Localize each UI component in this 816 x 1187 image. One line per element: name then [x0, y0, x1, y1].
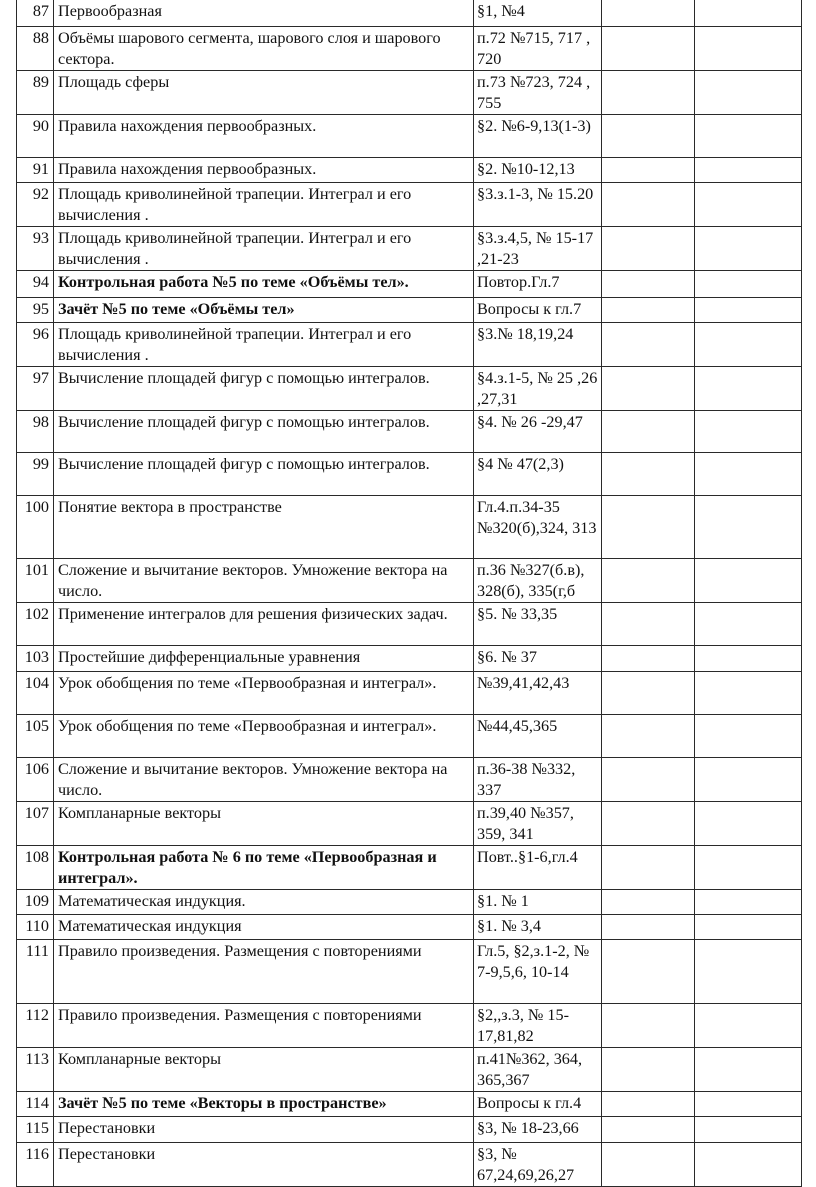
date-fact-cell — [695, 227, 802, 271]
lesson-plan-body — [17, 0, 802, 1187]
date-plan-cell — [602, 1143, 695, 1187]
lesson-number-cell: 96 — [17, 323, 54, 367]
date-plan-cell — [602, 1117, 695, 1143]
date-fact-cell — [695, 559, 802, 603]
lesson-topic-cell: Правило произведения. Размещения с повторениями — [54, 940, 474, 1004]
homework-cell: §4 № 47(2,3) — [474, 453, 602, 496]
date-fact-cell — [695, 646, 802, 672]
lesson-topic-cell: Вычисление площадей фигур с помощью интегралов. — [54, 453, 474, 496]
table-row — [17, 559, 802, 603]
lesson-topic-cell: Первообразная — [54, 0, 474, 27]
date-fact-cell — [695, 846, 802, 890]
homework-cell: §3.з.4,5, № 15-17 ,21-23 — [474, 227, 602, 271]
date-fact-cell — [695, 0, 802, 27]
homework-cell: §1. № 3,4 — [474, 915, 602, 940]
table-row — [17, 367, 802, 411]
table-row — [17, 940, 802, 1004]
table-row — [17, 158, 802, 183]
lesson-number-cell: 116 — [17, 1143, 54, 1187]
lesson-topic-cell: Площадь криволинейной трапеции. Интеграл и его вычисления . — [54, 323, 474, 367]
date-plan-cell — [602, 453, 695, 496]
homework-cell: Гл.5, §2,з.1-2, № 7-9,5,6, 10-14 — [474, 940, 602, 1004]
lesson-topic-cell: Простейшие дифференциальные уравнения — [54, 646, 474, 672]
date-plan-cell — [602, 71, 695, 115]
lesson-topic-cell: Понятие вектора в пространстве — [54, 496, 474, 559]
homework-cell: §2,,з.3, № 15-17,81,82 — [474, 1004, 602, 1048]
homework-cell: §1, №4 — [474, 0, 602, 27]
date-fact-cell — [695, 915, 802, 940]
homework-cell: п.36-38 №332, 337 — [474, 758, 602, 802]
date-plan-cell — [602, 496, 695, 559]
lesson-topic-cell: Объёмы шарового сегмента, шарового слоя и шарового сектора. — [54, 27, 474, 71]
date-plan-cell — [602, 298, 695, 323]
homework-cell: §6. № 37 — [474, 646, 602, 672]
table-row — [17, 227, 802, 271]
table-row — [17, 846, 802, 890]
homework-cell: §3.з.1-3, № 15.20 — [474, 183, 602, 227]
homework-cell: §2. №6-9,13(1-3) — [474, 115, 602, 158]
homework-cell: §4. № 26 -29,47 — [474, 411, 602, 453]
table-row — [17, 115, 802, 158]
lesson-number-cell: 104 — [17, 672, 54, 715]
lesson-number-cell: 101 — [17, 559, 54, 603]
homework-cell: п.36 №327(б.в), 328(б), 335(г,б — [474, 559, 602, 603]
table-row — [17, 715, 802, 758]
homework-cell: п.39,40 №357, 359, 341 — [474, 802, 602, 846]
lesson-topic-cell: Площадь криволинейной трапеции. Интеграл и его вычисления . — [54, 183, 474, 227]
lesson-topic-cell: Зачёт №5 по теме «Векторы в пространстве» — [54, 1092, 474, 1117]
date-fact-cell — [695, 1048, 802, 1092]
date-plan-cell — [602, 0, 695, 27]
date-fact-cell — [695, 27, 802, 71]
date-fact-cell — [695, 940, 802, 1004]
table-row — [17, 915, 802, 940]
homework-cell: п.41№362, 364, 365,367 — [474, 1048, 602, 1092]
table-row — [17, 1048, 802, 1092]
homework-cell: §4.з.1-5, № 25 ,26 ,27,31 — [474, 367, 602, 411]
lesson-number-cell: 105 — [17, 715, 54, 758]
date-fact-cell — [695, 71, 802, 115]
table-row — [17, 646, 802, 672]
date-fact-cell — [695, 672, 802, 715]
lesson-topic-cell: Контрольная работа №5 по теме «Объёмы тел». — [54, 271, 474, 298]
date-plan-cell — [602, 227, 695, 271]
lesson-topic-cell: Перестановки — [54, 1143, 474, 1187]
date-fact-cell — [695, 158, 802, 183]
date-plan-cell — [602, 603, 695, 646]
lesson-plan-table — [16, 0, 802, 1187]
homework-cell: §3, № 67,24,69,26,27 — [474, 1143, 602, 1187]
homework-cell: п.72 №715, 717 , 720 — [474, 27, 602, 71]
table-row — [17, 1143, 802, 1187]
lesson-number-cell: 87 — [17, 0, 54, 27]
lesson-number-cell: 103 — [17, 646, 54, 672]
lesson-number-cell: 107 — [17, 802, 54, 846]
table-row — [17, 71, 802, 115]
table-row — [17, 758, 802, 802]
date-fact-cell — [695, 1143, 802, 1187]
homework-cell: №44,45,365 — [474, 715, 602, 758]
homework-cell: №39,41,42,43 — [474, 672, 602, 715]
date-plan-cell — [602, 890, 695, 915]
lesson-topic-cell: Вычисление площадей фигур с помощью интегралов. — [54, 367, 474, 411]
date-fact-cell — [695, 271, 802, 298]
homework-cell: Повтор.Гл.7 — [474, 271, 602, 298]
lesson-number-cell: 94 — [17, 271, 54, 298]
lesson-number-cell: 98 — [17, 411, 54, 453]
lesson-topic-cell: Контрольная работа № 6 по теме «Первообразная и интеграл». — [54, 846, 474, 890]
homework-cell: Вопросы к гл.7 — [474, 298, 602, 323]
lesson-topic-cell: Правила нахождения первообразных. — [54, 158, 474, 183]
lesson-topic-cell: Сложение и вычитание векторов. Умножение вектора на число. — [54, 758, 474, 802]
date-plan-cell — [602, 1048, 695, 1092]
date-plan-cell — [602, 323, 695, 367]
homework-cell: Гл.4.п.34-35 №320(б),324, 313 — [474, 496, 602, 559]
homework-cell: Вопросы к гл.4 — [474, 1092, 602, 1117]
date-fact-cell — [695, 890, 802, 915]
lesson-number-cell: 91 — [17, 158, 54, 183]
lesson-number-cell: 100 — [17, 496, 54, 559]
lesson-number-cell: 93 — [17, 227, 54, 271]
date-plan-cell — [602, 758, 695, 802]
lesson-number-cell: 108 — [17, 846, 54, 890]
table-row — [17, 411, 802, 453]
date-plan-cell — [602, 802, 695, 846]
date-fact-cell — [695, 115, 802, 158]
lesson-topic-cell: Зачёт №5 по теме «Объёмы тел» — [54, 298, 474, 323]
homework-cell: §3, № 18-23,66 — [474, 1117, 602, 1143]
date-fact-cell — [695, 802, 802, 846]
table-row — [17, 1004, 802, 1048]
date-fact-cell — [695, 411, 802, 453]
lesson-topic-cell: Компланарные векторы — [54, 802, 474, 846]
date-fact-cell — [695, 758, 802, 802]
date-plan-cell — [602, 158, 695, 183]
lesson-number-cell: 99 — [17, 453, 54, 496]
date-plan-cell — [602, 271, 695, 298]
date-plan-cell — [602, 183, 695, 227]
table-row — [17, 496, 802, 559]
table-row — [17, 1092, 802, 1117]
lesson-topic-cell: Правило произведения. Размещения с повторениями — [54, 1004, 474, 1048]
lesson-topic-cell: Сложение и вычитание векторов. Умножение вектора на число. — [54, 559, 474, 603]
table-row — [17, 183, 802, 227]
date-fact-cell — [695, 603, 802, 646]
lesson-number-cell: 90 — [17, 115, 54, 158]
lesson-topic-cell: Математическая индукция. — [54, 890, 474, 915]
date-fact-cell — [695, 715, 802, 758]
date-plan-cell — [602, 846, 695, 890]
table-row — [17, 271, 802, 298]
date-fact-cell — [695, 1004, 802, 1048]
date-fact-cell — [695, 367, 802, 411]
lesson-number-cell: 112 — [17, 1004, 54, 1048]
table-row — [17, 672, 802, 715]
table-row — [17, 603, 802, 646]
lesson-number-cell: 102 — [17, 603, 54, 646]
date-plan-cell — [602, 940, 695, 1004]
lesson-number-cell: 111 — [17, 940, 54, 1004]
homework-cell: §2. №10-12,13 — [474, 158, 602, 183]
lesson-topic-cell: Площадь криволинейной трапеции. Интеграл и его вычисления . — [54, 227, 474, 271]
lesson-topic-cell: Компланарные векторы — [54, 1048, 474, 1092]
lesson-number-cell: 113 — [17, 1048, 54, 1092]
lesson-number-cell: 89 — [17, 71, 54, 115]
table-row — [17, 890, 802, 915]
homework-cell: §1. № 1 — [474, 890, 602, 915]
date-plan-cell — [602, 559, 695, 603]
date-fact-cell — [695, 183, 802, 227]
lesson-topic-cell: Математическая индукция — [54, 915, 474, 940]
date-plan-cell — [602, 672, 695, 715]
table-row — [17, 0, 802, 27]
table-row — [17, 27, 802, 71]
lesson-topic-cell: Применение интегралов для решения физических задач. — [54, 603, 474, 646]
table-row — [17, 453, 802, 496]
lesson-topic-cell: Урок обобщения по теме «Первообразная и интеграл». — [54, 672, 474, 715]
date-plan-cell — [602, 411, 695, 453]
date-fact-cell — [695, 453, 802, 496]
homework-cell: Повт..§1-6,гл.4 — [474, 846, 602, 890]
table-row — [17, 323, 802, 367]
date-plan-cell — [602, 1004, 695, 1048]
table-row — [17, 802, 802, 846]
lesson-number-cell: 97 — [17, 367, 54, 411]
date-plan-cell — [602, 915, 695, 940]
lesson-number-cell: 110 — [17, 915, 54, 940]
date-plan-cell — [602, 646, 695, 672]
lesson-topic-cell: Вычисление площадей фигур с помощью интегралов. — [54, 411, 474, 453]
lesson-number-cell: 109 — [17, 890, 54, 915]
lesson-topic-cell: Площадь сферы — [54, 71, 474, 115]
date-fact-cell — [695, 323, 802, 367]
date-plan-cell — [602, 115, 695, 158]
table-row — [17, 1117, 802, 1143]
date-plan-cell — [602, 1092, 695, 1117]
date-fact-cell — [695, 298, 802, 323]
date-fact-cell — [695, 1117, 802, 1143]
lesson-number-cell: 106 — [17, 758, 54, 802]
date-fact-cell — [695, 496, 802, 559]
lesson-number-cell: 95 — [17, 298, 54, 323]
homework-cell: п.73 №723, 724 , 755 — [474, 71, 602, 115]
homework-cell: §3.№ 18,19,24 — [474, 323, 602, 367]
lesson-number-cell: 115 — [17, 1117, 54, 1143]
lesson-topic-cell: Правила нахождения первообразных. — [54, 115, 474, 158]
date-fact-cell — [695, 1092, 802, 1117]
date-plan-cell — [602, 27, 695, 71]
date-plan-cell — [602, 715, 695, 758]
lesson-topic-cell: Перестановки — [54, 1117, 474, 1143]
date-plan-cell — [602, 367, 695, 411]
table-row — [17, 298, 802, 323]
homework-cell: §5. № 33,35 — [474, 603, 602, 646]
lesson-number-cell: 114 — [17, 1092, 54, 1117]
lesson-number-cell: 92 — [17, 183, 54, 227]
lesson-topic-cell: Урок обобщения по теме «Первообразная и интеграл». — [54, 715, 474, 758]
lesson-number-cell: 88 — [17, 27, 54, 71]
